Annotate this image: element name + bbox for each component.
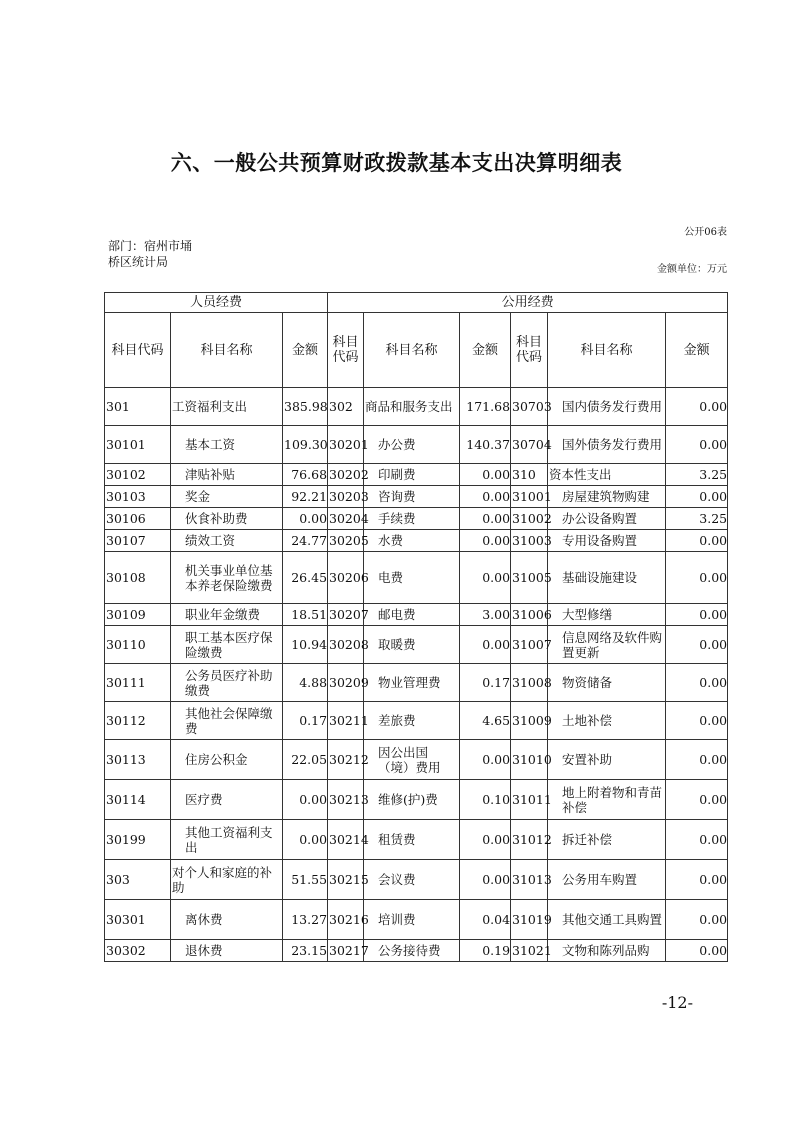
subject-name: 职业年金缴费 [171,604,283,626]
column-header: 科目名称 [548,313,666,388]
subject-name: 培训费 [364,900,460,940]
table-body [105,388,728,962]
subject-code: 310 [511,464,548,486]
subject-code: 30111 [105,664,171,702]
subject-code: 31019 [511,900,548,940]
amount: 4.88 [283,664,328,702]
subject-name: 咨询费 [364,486,460,508]
subject-name: 拆迁补偿 [548,820,666,860]
subject-name: 文物和陈列品购 [548,940,666,962]
subject-name: 资本性支出 [548,464,666,486]
subject-name: 伙食补助费 [171,508,283,530]
amount: 0.19 [460,940,511,962]
subject-name: 维修(护)费 [364,780,460,820]
subject-code: 30203 [328,486,364,508]
subject-name: 工资福利支出 [171,388,283,426]
column-header: 金额 [460,313,511,388]
subject-code: 30199 [105,820,171,860]
subject-code: 30114 [105,780,171,820]
column-header: 科目名称 [364,313,460,388]
subject-code: 303 [105,860,171,900]
subject-code: 30212 [328,740,364,780]
subject-name: 国外债务发行费用 [548,426,666,464]
subject-name: 对个人和家庭的补助 [171,860,283,900]
subject-code: 30301 [105,900,171,940]
table-row [105,702,728,740]
subject-code: 31008 [511,664,548,702]
group-personnel: 人员经费 [105,293,328,313]
subject-name: 津贴补贴 [171,464,283,486]
subject-code: 31021 [511,940,548,962]
amount: 0.04 [460,900,511,940]
column-header: 科目代码 [328,313,364,388]
amount: 0.00 [283,820,328,860]
subject-code: 30110 [105,626,171,664]
subject-code: 31001 [511,486,548,508]
expenditure-table [104,292,728,962]
subject-code: 30217 [328,940,364,962]
subject-code: 30112 [105,702,171,740]
subject-name: 国内债务发行费用 [548,388,666,426]
amount: 51.55 [283,860,328,900]
subject-code: 30704 [511,426,548,464]
amount: 24.77 [283,530,328,552]
department-label: 部门：宿州市埇桥区统计局 [108,239,193,269]
amount: 0.00 [666,664,728,702]
amount: 3.25 [666,508,728,530]
amount: 0.00 [666,604,728,626]
amount: 0.00 [460,552,511,604]
subject-code: 30107 [105,530,171,552]
amount: 140.37 [460,426,511,464]
subject-code: 301 [105,388,171,426]
subject-name: 办公设备购置 [548,508,666,530]
table-row [105,820,728,860]
amount: 0.00 [460,464,511,486]
subject-name: 地上附着物和青苗补偿 [548,780,666,820]
subject-name: 取暖费 [364,626,460,664]
page-title: 六、一般公共预算财政拨款基本支出决算明细表 [170,151,623,175]
subject-name: 离休费 [171,900,283,940]
subject-code: 31012 [511,820,548,860]
amount: 0.00 [460,860,511,900]
amount: 0.17 [460,664,511,702]
table-row [105,900,728,940]
subject-code: 31007 [511,626,548,664]
table-row [105,740,728,780]
subject-code: 31011 [511,780,548,820]
table-row [105,780,728,820]
column-header: 科目代码 [511,313,548,388]
subject-code: 302 [328,388,364,426]
amount: 76.68 [283,464,328,486]
column-header: 科目名称 [171,313,283,388]
group-public: 公用经费 [328,293,728,313]
amount: 0.00 [460,820,511,860]
amount: 0.00 [666,940,728,962]
subject-code: 30216 [328,900,364,940]
amount: 0.00 [666,740,728,780]
subject-name: 租赁费 [364,820,460,860]
subject-code: 31013 [511,860,548,900]
subject-code: 30207 [328,604,364,626]
amount: 3.25 [666,464,728,486]
subject-code: 30211 [328,702,364,740]
subject-name: 公务接待费 [364,940,460,962]
subject-code: 30109 [105,604,171,626]
amount: 0.00 [666,860,728,900]
amount: 0.00 [666,388,728,426]
subject-name: 公务员医疗补助缴费 [171,664,283,702]
subject-code: 30108 [105,552,171,604]
amount: 26.45 [283,552,328,604]
amount: 0.00 [666,780,728,820]
subject-code: 31006 [511,604,548,626]
subject-name: 土地补偿 [548,702,666,740]
amount: 0.00 [283,780,328,820]
amount: 0.00 [460,530,511,552]
subject-name: 职工基本医疗保险缴费 [171,626,283,664]
table-row [105,664,728,702]
amount: 0.00 [666,552,728,604]
column-header: 金额 [283,313,328,388]
table-row [105,388,728,426]
table-row [105,508,728,530]
subject-code: 31009 [511,702,548,740]
amount: 171.68 [460,388,511,426]
amount: 4.65 [460,702,511,740]
subject-code: 30215 [328,860,364,900]
subject-name: 商品和服务支出 [364,388,460,426]
subject-code: 30201 [328,426,364,464]
subject-code: 31005 [511,552,548,604]
column-header: 金额 [666,313,728,388]
subject-name: 电费 [364,552,460,604]
amount: 0.00 [666,626,728,664]
subject-code: 30204 [328,508,364,530]
subject-name: 手续费 [364,508,460,530]
column-header: 科目代码 [105,313,171,388]
unit-label: 金额单位：万元 [657,264,727,275]
form-number: 公开06表 [684,227,727,238]
subject-code: 31003 [511,530,548,552]
group-header-row [105,293,728,313]
subject-name: 水费 [364,530,460,552]
subject-name: 邮电费 [364,604,460,626]
table-row [105,604,728,626]
amount: 0.17 [283,702,328,740]
subject-name: 医疗费 [171,780,283,820]
subject-name: 差旅费 [364,702,460,740]
subject-name: 其他交通工具购置 [548,900,666,940]
amount: 0.00 [666,426,728,464]
subject-name: 因公出国（境）费用 [364,740,460,780]
subject-name: 绩效工资 [171,530,283,552]
subject-name: 房屋建筑物购建 [548,486,666,508]
amount: 3.00 [460,604,511,626]
column-header-row [105,313,728,388]
amount: 22.05 [283,740,328,780]
subject-name: 住房公积金 [171,740,283,780]
subject-code: 31002 [511,508,548,530]
subject-code: 30206 [328,552,364,604]
subject-name: 奖金 [171,486,283,508]
amount: 0.00 [283,508,328,530]
subject-name: 物业管理费 [364,664,460,702]
amount: 0.00 [460,486,511,508]
amount: 0.00 [460,626,511,664]
subject-name: 物资储备 [548,664,666,702]
subject-name: 会议费 [364,860,460,900]
subject-code: 30102 [105,464,171,486]
subject-code: 30106 [105,508,171,530]
table-row [105,426,728,464]
subject-name: 基础设施建设 [548,552,666,604]
amount: 0.00 [666,820,728,860]
subject-code: 30205 [328,530,364,552]
amount: 0.00 [666,486,728,508]
subject-code: 30213 [328,780,364,820]
amount: 109.30 [283,426,328,464]
amount: 18.51 [283,604,328,626]
subject-name: 其他社会保障缴费 [171,702,283,740]
subject-code: 30202 [328,464,364,486]
amount: 0.00 [460,740,511,780]
amount: 13.27 [283,900,328,940]
table-row [105,530,728,552]
subject-name: 基本工资 [171,426,283,464]
amount: 0.10 [460,780,511,820]
subject-code: 31010 [511,740,548,780]
subject-code: 30214 [328,820,364,860]
table-row [105,486,728,508]
page-number: -12- [661,993,693,1012]
subject-name: 印刷费 [364,464,460,486]
subject-code: 30302 [105,940,171,962]
amount: 0.00 [460,508,511,530]
amount: 385.98 [283,388,328,426]
amount: 0.00 [666,702,728,740]
subject-code: 30208 [328,626,364,664]
subject-name: 信息网络及软件购置更新 [548,626,666,664]
table-row [105,860,728,900]
subject-name: 退休费 [171,940,283,962]
amount: 92.21 [283,486,328,508]
subject-name: 机关事业单位基本养老保险缴费 [171,552,283,604]
amount: 0.00 [666,530,728,552]
amount: 23.15 [283,940,328,962]
subject-code: 30101 [105,426,171,464]
subject-name: 专用设备购置 [548,530,666,552]
subject-name: 办公费 [364,426,460,464]
table-row [105,940,728,962]
subject-name: 公务用车购置 [548,860,666,900]
subject-name: 其他工资福利支出 [171,820,283,860]
amount: 10.94 [283,626,328,664]
subject-name: 安置补助 [548,740,666,780]
subject-name: 大型修缮 [548,604,666,626]
subject-code: 30209 [328,664,364,702]
table-row [105,626,728,664]
amount: 0.00 [666,900,728,940]
table-row [105,552,728,604]
subject-code: 30703 [511,388,548,426]
table-row [105,464,728,486]
subject-code: 30113 [105,740,171,780]
subject-code: 30103 [105,486,171,508]
